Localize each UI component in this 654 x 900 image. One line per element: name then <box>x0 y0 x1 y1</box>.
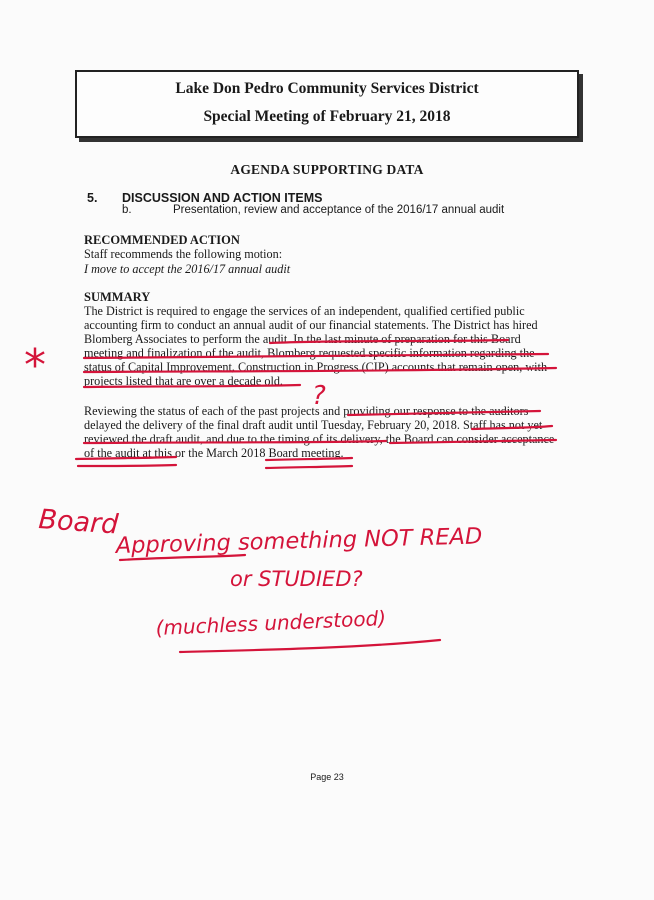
item-number: 5. <box>87 191 98 205</box>
handwritten-understood: (muchless understood) <box>155 605 387 640</box>
summary-p1-line: Blomberg Associates to perform the audit. In the last minute of preparation for this Board <box>84 332 521 346</box>
header-box <box>75 70 579 138</box>
recommended-heading: RECOMMENDED ACTION <box>84 233 240 247</box>
agenda-title: AGENDA SUPPORTING DATA <box>230 162 424 177</box>
summary-p1-line: projects listed that are over a decade old. <box>84 374 283 388</box>
underline-mark <box>78 465 176 466</box>
summary-p1-line: The District is required to engage the services of an independent, qualified certified public <box>84 304 525 318</box>
page-number: Page 23 <box>310 772 344 782</box>
handwritten-studied: or STUDIED? <box>230 567 363 591</box>
item-sub-text: Presentation, review and acceptance of the 2016/17 annual audit <box>173 204 505 216</box>
handwritten-board: Board <box>37 504 120 541</box>
summary-p2-line: Reviewing the status of each of the past projects and providing our response to the auditors <box>84 404 529 418</box>
recommended-line: Staff recommends the following motion: <box>84 247 283 261</box>
summary-p2-line: of the audit at this or the March 2018 Board meeting. <box>84 446 344 460</box>
asterisk-mark: * <box>24 340 46 391</box>
summary-p1-line: meeting and finalization of the audit, Blomberg requested specific information regarding the <box>84 346 535 360</box>
org-name: Lake Don Pedro Community Services District <box>175 80 479 97</box>
item-sub-letter: b. <box>122 204 132 216</box>
meeting-title: Special Meeting of February 21, 2018 <box>203 108 451 125</box>
summary-p1-line: accounting firm to conduct an annual audit of our financial statements. The District has hired <box>84 318 538 332</box>
handwritten-approving: Approving something NOT READ <box>115 523 483 559</box>
underline-mark <box>180 640 440 652</box>
summary-p2-line: reviewed the draft audit, and due to the timing of its delivery, the Board can consider acceptance <box>84 432 555 446</box>
underline-mark <box>266 466 352 468</box>
summary-p2-line: delayed the delivery of the final draft audit until Tuesday, February 20, 2018. Staff has not yet <box>84 418 543 432</box>
item-title: DISCUSSION AND ACTION ITEMS <box>122 191 323 205</box>
recommended-motion: I move to accept the 2016/17 annual audit <box>84 262 291 276</box>
question-mark: ? <box>312 381 326 411</box>
summary-p1-line: status of Capital Improvement, Construction in Progress (CIP) accounts that remain open, with <box>84 360 548 374</box>
underline-mark <box>120 555 245 560</box>
summary-heading: SUMMARY <box>84 290 151 304</box>
